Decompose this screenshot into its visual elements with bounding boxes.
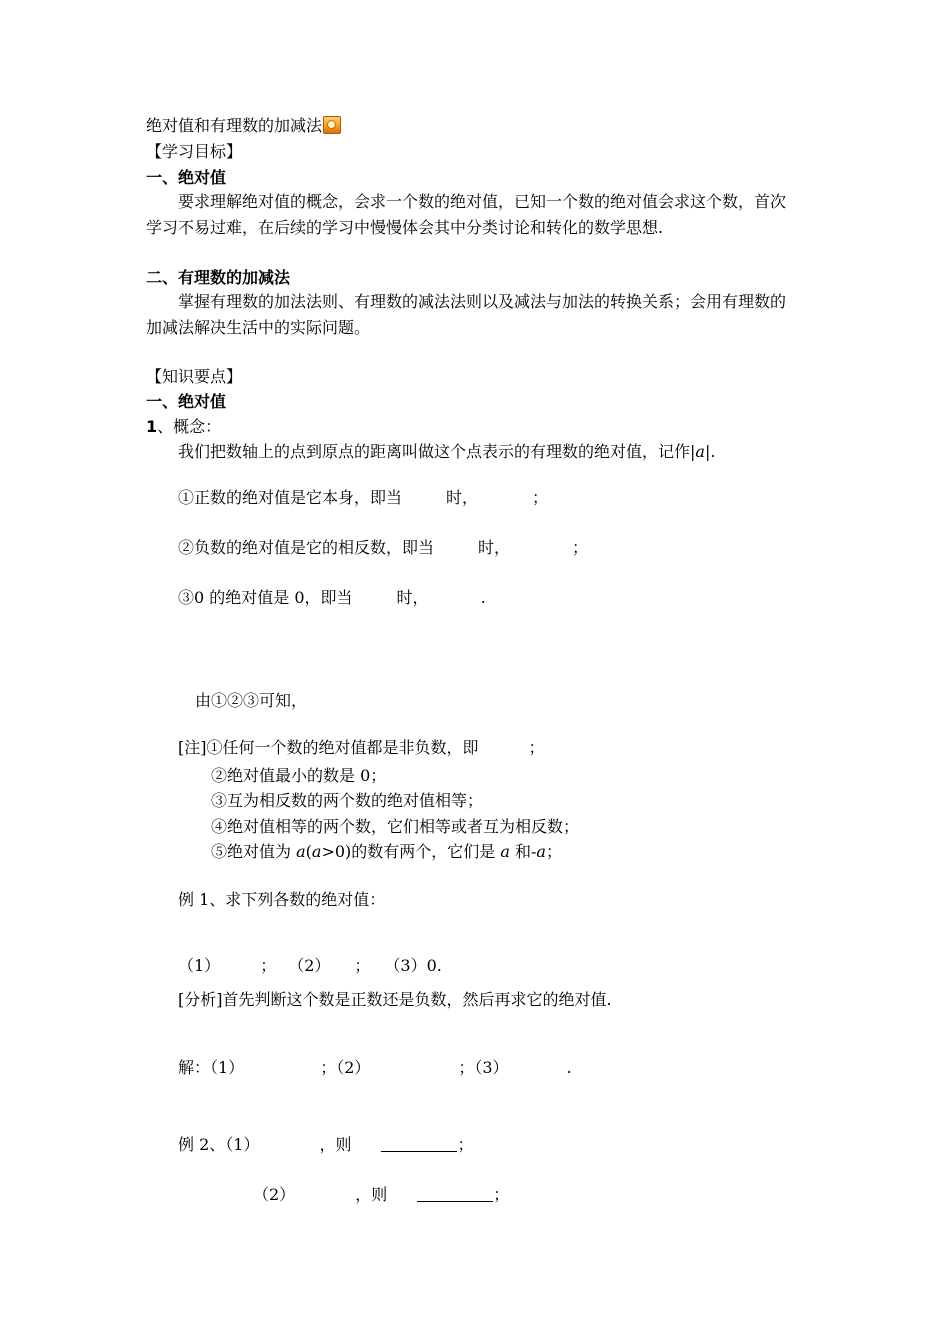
note1-line: [178, 738, 545, 758]
example2-end1: ；: [457, 1135, 474, 1154]
note5-text3: 和-: [509, 842, 537, 861]
solution-part3: ；（3）: [458, 1058, 509, 1077]
case1-when: 时，: [446, 488, 479, 507]
case1-end: ；: [532, 488, 549, 507]
note5-text2: >0)的数有两个，它们是: [321, 842, 501, 861]
note5-var-a2: a: [311, 842, 322, 861]
definition-end: |.: [704, 442, 716, 461]
doc-title: [146, 116, 341, 136]
example2-then1: ，则: [319, 1135, 352, 1154]
note1-end: ；: [528, 738, 545, 757]
example1-item3: （3）0.: [384, 956, 442, 975]
case1-line: [178, 488, 548, 508]
case2-when: 时，: [478, 538, 511, 557]
note1-text: [注]①任何一个数的绝对值都是非负数，即: [178, 738, 479, 757]
points-header: 【知识要点】: [146, 367, 243, 386]
definition-variable: a: [695, 442, 705, 461]
note5-var-a4: a: [536, 842, 546, 861]
concept-label: 、概念：: [157, 417, 222, 436]
note5-paren: (: [305, 842, 312, 861]
example1-sep2: ；: [354, 956, 371, 975]
concept-heading: [146, 417, 221, 437]
example1-items: [178, 956, 442, 976]
case3-when: 时，: [396, 588, 429, 607]
note5-var-a: a: [296, 842, 306, 861]
goals-section2-title: 二、有理数的加减法: [146, 268, 291, 287]
star-icon: [323, 116, 341, 134]
answer-blank-1[interactable]: [381, 1137, 457, 1152]
example1-analysis: [分析]首先判断这个数是正数还是负数，然后再求它的绝对值.: [178, 990, 612, 1009]
note2-line: ②绝对值最小的数是 0；: [211, 766, 387, 785]
concept-number: 1: [146, 417, 158, 436]
note5-text: ⑤绝对值为: [211, 842, 297, 861]
case3-end: .: [480, 588, 486, 607]
example1-sep1: ；: [260, 956, 277, 975]
example1-solution: [178, 1058, 572, 1078]
solution-part2: ；（2）: [320, 1058, 371, 1077]
case3-text: ③0 的绝对值是 0，即当: [178, 588, 353, 607]
note5-line: [211, 842, 562, 862]
points-section1-title: 一、绝对值: [146, 392, 227, 411]
solution-end: .: [566, 1058, 572, 1077]
goals-section2-line2: 加减法解决生活中的实际问题。: [146, 318, 371, 337]
example2-end2: ；: [493, 1185, 510, 1204]
example2-item2: （2）: [253, 1185, 296, 1204]
case1-text: ①正数的绝对值是它本身，即当: [178, 488, 403, 507]
definition-line: [178, 442, 715, 462]
example2-then2: ，则: [355, 1185, 388, 1204]
definition-text: 我们把数轴上的点到原点的距离叫做这个点表示的有理数的绝对值，记作|: [178, 442, 696, 461]
case2-end: ；: [572, 538, 589, 557]
goals-section1-title: 一、绝对值: [146, 168, 227, 187]
solution-label: 解：（1）: [178, 1058, 245, 1077]
answer-blank-2[interactable]: [417, 1187, 493, 1202]
case2-text: ②负数的绝对值是它的相反数，即当: [178, 538, 435, 557]
goals-section2-line1: 掌握有理数的加法法则、有理数的减法法则以及减法与加法的转换关系；会用有理数的: [178, 292, 787, 311]
note5-var-a3: a: [500, 842, 510, 861]
example2-title: 例 2、（1）: [178, 1135, 260, 1154]
goals-section1-line1: 要求理解绝对值的概念，会求一个数的绝对值，已知一个数的绝对值会求这个数，首次: [178, 192, 787, 211]
case3-line: [178, 588, 486, 608]
example1-title: 例 1、求下列各数的绝对值：: [178, 890, 386, 909]
doc-title-text: 绝对值和有理数的加减法: [146, 116, 323, 135]
example2-part1: [178, 1135, 473, 1155]
goals-header: 【学习目标】: [146, 142, 243, 161]
summary-line: 由①②③可知，: [195, 691, 308, 710]
note5-end: ；: [545, 842, 562, 861]
example2-part2: [253, 1185, 509, 1205]
goals-section1-line2: 学习不易过难，在后续的学习中慢慢体会其中分类讨论和转化的数学思想.: [146, 218, 664, 237]
example1-item1: （1）: [178, 956, 221, 975]
example1-item2: （2）: [288, 956, 331, 975]
case2-line: [178, 538, 588, 558]
note3-line: ③互为相反数的两个数的绝对值相等；: [211, 791, 484, 810]
note4-line: ④绝对值相等的两个数，它们相等或者互为相反数；: [211, 817, 580, 836]
